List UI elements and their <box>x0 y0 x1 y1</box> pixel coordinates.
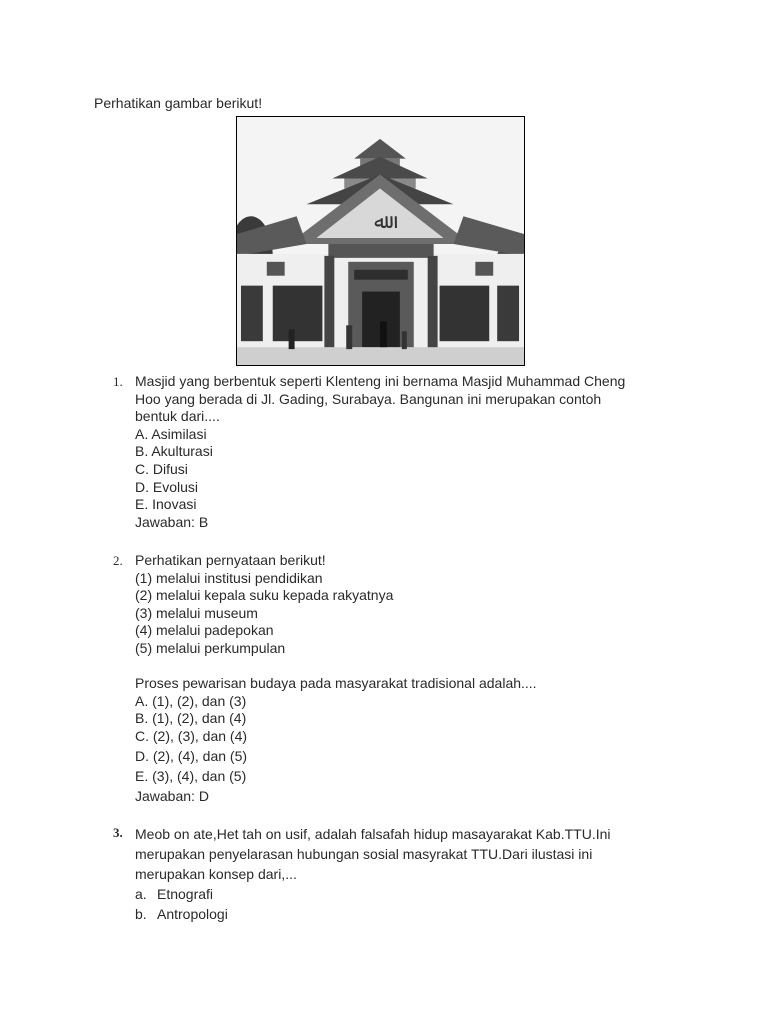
option-b: B. Akulturasi <box>135 443 213 460</box>
spacer <box>135 658 675 676</box>
question-body <box>135 373 675 531</box>
question-intro: Perhatikan pernyataan berikut! <box>135 552 326 568</box>
question-body <box>135 824 675 924</box>
option-e: E. (3), (4), dan (5) <box>135 767 247 784</box>
option-d: D. Evolusi <box>135 478 199 495</box>
intro-text: Perhatikan gambar berikut! <box>94 95 263 111</box>
question-text-line: bentuk dari.... <box>135 408 220 425</box>
question-text-line: Hoo yang berada di Jl. Gading, Surabaya. Bangunan ini merupakan contoh <box>135 390 602 407</box>
option-d: D. (2), (4), dan (5) <box>135 747 248 764</box>
question-body <box>135 552 675 806</box>
question-text-line: merupakan konsep dari,... <box>135 866 297 882</box>
answer-text: Jawaban: D <box>135 787 209 804</box>
statement-1: (1) melalui institusi pendidikan <box>135 569 323 586</box>
statement-2: (2) melalui kepala suku kepada rakyatnya <box>135 587 394 604</box>
question-number: 1. <box>113 374 123 389</box>
option-a: A. Asimilasi <box>135 425 207 442</box>
option-e: E. Inovasi <box>135 496 197 513</box>
option-b: B. (1), (2), dan (4) <box>135 710 247 727</box>
option-c: C. Difusi <box>135 460 188 477</box>
question-text: Proses pewarisan budaya pada masyarakat tradisional adalah.... <box>135 675 537 692</box>
option-letter: a. <box>135 886 147 902</box>
question-number: 2. <box>113 553 123 568</box>
option-text: Antropologi <box>157 906 228 922</box>
question-text-line: Meob on ate,Het tah on usif, adalah falsafah hidup masayarakat Kab.TTU.Ini <box>135 826 611 842</box>
mosque-illustration <box>237 117 524 365</box>
statement-4: (4) melalui padepokan <box>135 622 274 639</box>
mosque-photo <box>236 116 525 366</box>
statement-5: (5) melalui perkumpulan <box>135 639 286 656</box>
answer-text: Jawaban: B <box>135 513 209 530</box>
option-letter: b. <box>135 906 147 922</box>
option-text: Etnografi <box>157 886 214 902</box>
option-b <box>135 904 675 924</box>
question-text-line: Masjid yang berbentuk seperti Klenteng ini bernama Masjid Muhammad Cheng <box>135 373 626 389</box>
option-c: C. (2), (3), dan (4) <box>135 727 248 744</box>
question-text-line: merupakan penyelarasan hubungan sosial masyrakat TTU.Dari ilustasi ini <box>135 846 593 862</box>
svg-text:ﷲ: ﷲ <box>374 210 386 234</box>
option-a: A. (1), (2), dan (3) <box>135 692 247 709</box>
option-a <box>135 884 675 904</box>
question-number: 3. <box>113 825 123 840</box>
statement-3: (3) melalui museum <box>135 604 258 621</box>
